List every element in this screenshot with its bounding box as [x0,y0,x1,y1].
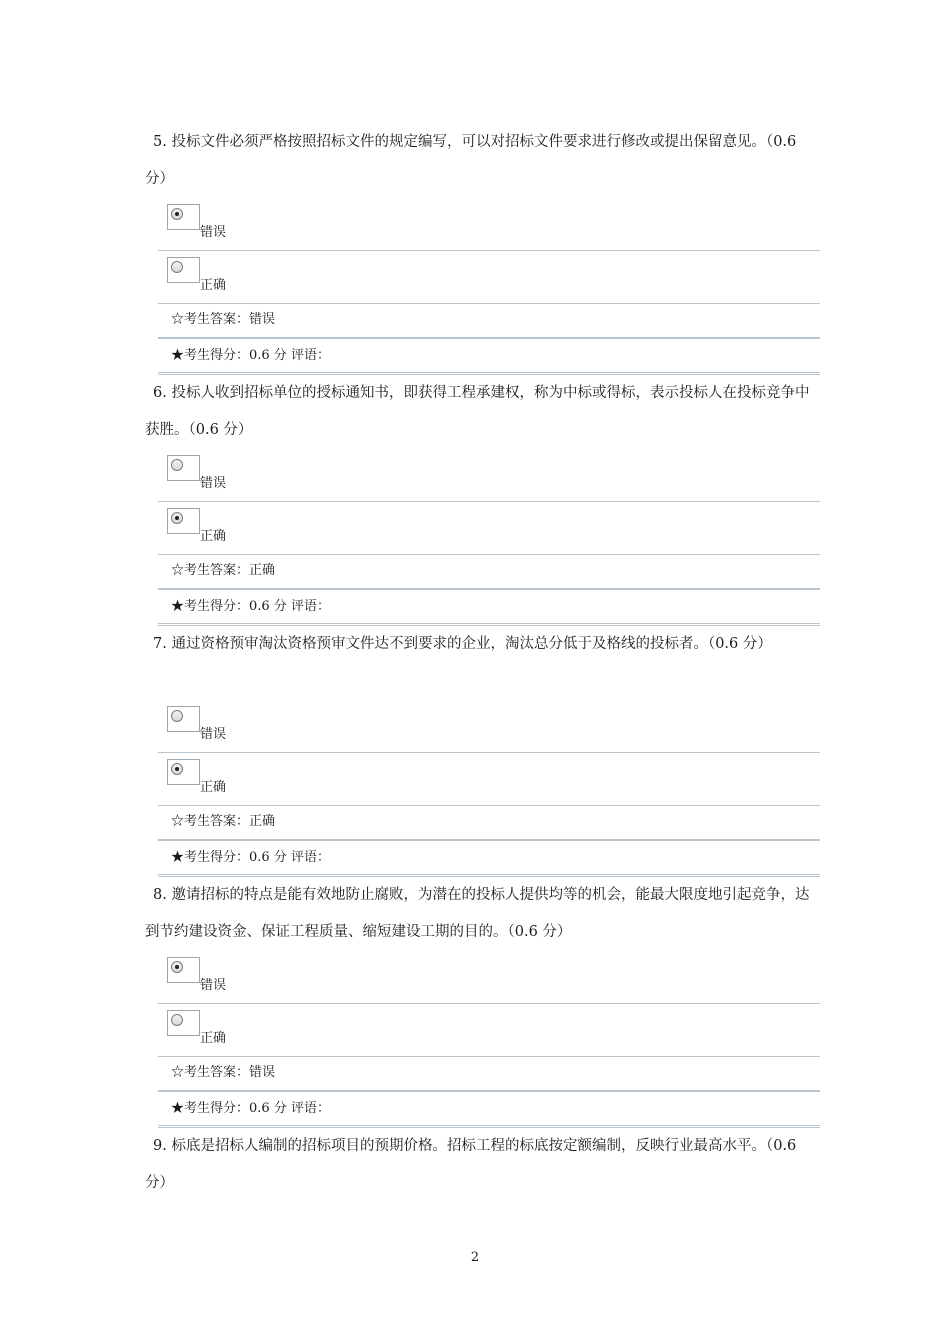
option-wrong[interactable] [158,198,820,251]
radio-unchecked-icon[interactable] [171,1014,183,1026]
student-answer: ☆考生答案：正确 [158,806,820,841]
student-answer: ☆考生答案：正确 [158,555,820,590]
option-label: 错误 [200,727,227,742]
question-text: 9. 标底是招标人编制的招标项目的预期价格。招标工程的标底按定额编制，反映行业最高水平。（0.6 分） [145,1138,797,1191]
option-label: 正确 [200,780,227,795]
question-text: 7. 通过资格预审淘汰资格预审文件达不到要求的企业，淘汰总分低于及格线的投标者。（0.6 分） [153,636,772,652]
option-label: 正确 [200,1031,227,1046]
student-score: ★考生得分：0.6 分 评语： [158,590,820,626]
student-answer: ☆考生答案：错误 [158,304,820,339]
question-text: 6. 投标人收到招标单位的授标通知书，即获得工程承建权，称为中标或得标，表示投标人在投标竞争中获胜。（0.6 分） [145,385,810,438]
option-wrong[interactable] [158,951,820,1004]
option-label: 错误 [200,978,227,993]
option-correct[interactable] [158,753,820,806]
option-label: 错误 [200,225,227,240]
radio-checked-icon[interactable] [171,763,183,775]
option-label: 错误 [200,476,227,491]
radio-unchecked-icon[interactable] [171,459,183,471]
option-wrong[interactable] [158,449,820,502]
page-number: 2 [470,1250,480,1265]
student-score: ★考生得分：0.6 分 评语： [158,841,820,877]
radio-checked-icon[interactable] [171,512,183,524]
radio-checked-icon[interactable] [171,961,183,973]
option-wrong[interactable] [158,700,820,753]
option-correct[interactable] [158,502,820,555]
student-answer: ☆考生答案：错误 [158,1057,820,1092]
option-correct[interactable] [158,251,820,304]
radio-checked-icon[interactable] [171,208,183,220]
option-label: 正确 [200,529,227,544]
option-label: 正确 [200,278,227,293]
question-text: 5. 投标文件必须严格按照招标文件的规定编写，可以对招标文件要求进行修改或提出保留意见。（0.6 分） [145,134,797,187]
student-score: ★考生得分：0.6 分 评语： [158,339,820,375]
radio-unchecked-icon[interactable] [171,710,183,722]
radio-unchecked-icon[interactable] [171,261,183,273]
option-correct[interactable] [158,1004,820,1057]
student-score: ★考生得分：0.6 分 评语： [158,1092,820,1128]
question-text: 8. 邀请招标的特点是能有效地防止腐败，为潜在的投标人提供均等的机会，能最大限度地引起竞争，达到节约建设资金、保证工程质量、缩短建设工期的目的。（0.6 分） [145,887,810,940]
